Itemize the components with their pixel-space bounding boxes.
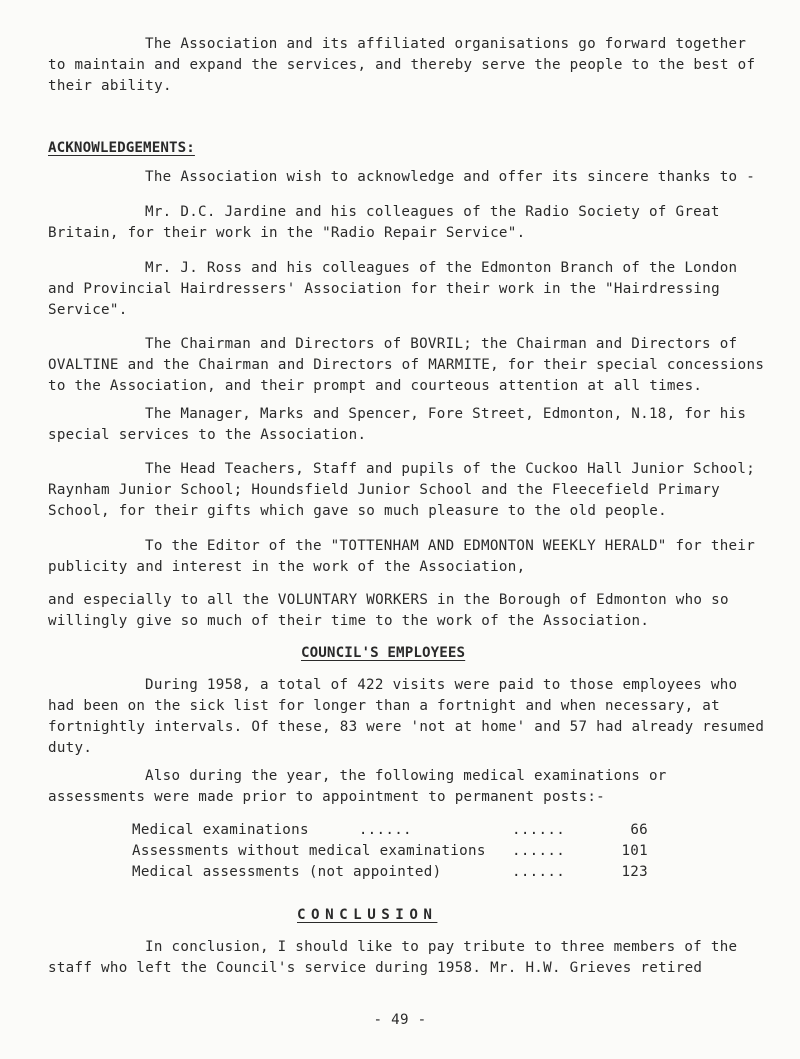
employees-heading: COUNCIL'S EMPLOYEES [301,645,466,661]
row-label: Medical assessments (not appointed) [132,864,442,880]
conclusion-paragraph: In conclusion, I should like to pay tribute to three members of the staff who left the Council's service during 1958. Mr. H.W. Grieves retired [48,939,738,976]
ack-paragraph-8: and especially to all the VOLUNTARY WORKERS in the Borough of Edmonton who so willingly give so much of their time to the work of the Association. [48,592,729,629]
row-value: 101 [621,843,648,859]
examinations-table [132,820,648,883]
ack-paragraph-4: The Chairman and Directors of BOVRIL; the Chairman and Directors of OVALTINE and the Chairman and Directors of MARMITE, for their special concessions to the Association, and their prompt and courteous attention at all times. [48,336,765,394]
employees-paragraph-2: Also during the year, the following medical examinations or assessments were made prior to appointment to permanent posts:- [48,768,667,805]
intro-paragraph: The Association and its affiliated organisations go forward together to maintain and expand the services, and thereby serve the people to the best of their ability. [48,36,756,94]
ack-paragraph-7: To the Editor of the "TOTTENHAM AND EDMONTON WEEKLY HERALD" for their publicity and interest in the work of the Association, [48,538,756,575]
ack-paragraph-1: The Association wish to acknowledge and offer its sincere thanks to - [145,169,756,185]
ack-paragraph-3: Mr. J. Ross and his colleagues of the Edmonton Branch of the London and Provincial Hairdressers' Association for their work in the "Hairdressing Service". [48,260,738,318]
table-row [132,841,648,862]
table-row [132,820,648,841]
row-dots: ...... [512,843,566,859]
row-value: 66 [630,822,648,838]
page-number: - 49 - [373,1012,427,1028]
ack-paragraph-6: The Head Teachers, Staff and pupils of the Cuckoo Hall Junior School; Raynham Junior School; Houndsfield Junior School and the Fleecefield Primary School, for their gifts which gave so much pleasure to the old people. [48,461,756,519]
employees-paragraph-1: During 1958, a total of 422 visits were paid to those employees who had been on the sick list for longer than a fortnight and when necessary, at fortnightly intervals. Of these, 83 were 'not at home' and 57 had already resumed duty. [48,677,765,756]
conclusion-heading: CONCLUSION [297,907,438,923]
ack-paragraph-5: The Manager, Marks and Spencer, Fore Street, Edmonton, N.18, for his special services to the Association. [48,406,747,443]
acknowledgements-heading: ACKNOWLEDGEMENTS: [48,140,195,156]
table-row [132,862,648,883]
row-label: Assessments without medical examinations [132,843,486,859]
row-label: Medical examinations ...... [132,822,412,838]
row-dots: ...... [512,864,566,880]
row-dots: ...... [512,822,566,838]
row-value: 123 [621,864,648,880]
ack-paragraph-2: Mr. D.C. Jardine and his colleagues of the Radio Society of Great Britain, for their work in the "Radio Repair Service". [48,204,720,241]
